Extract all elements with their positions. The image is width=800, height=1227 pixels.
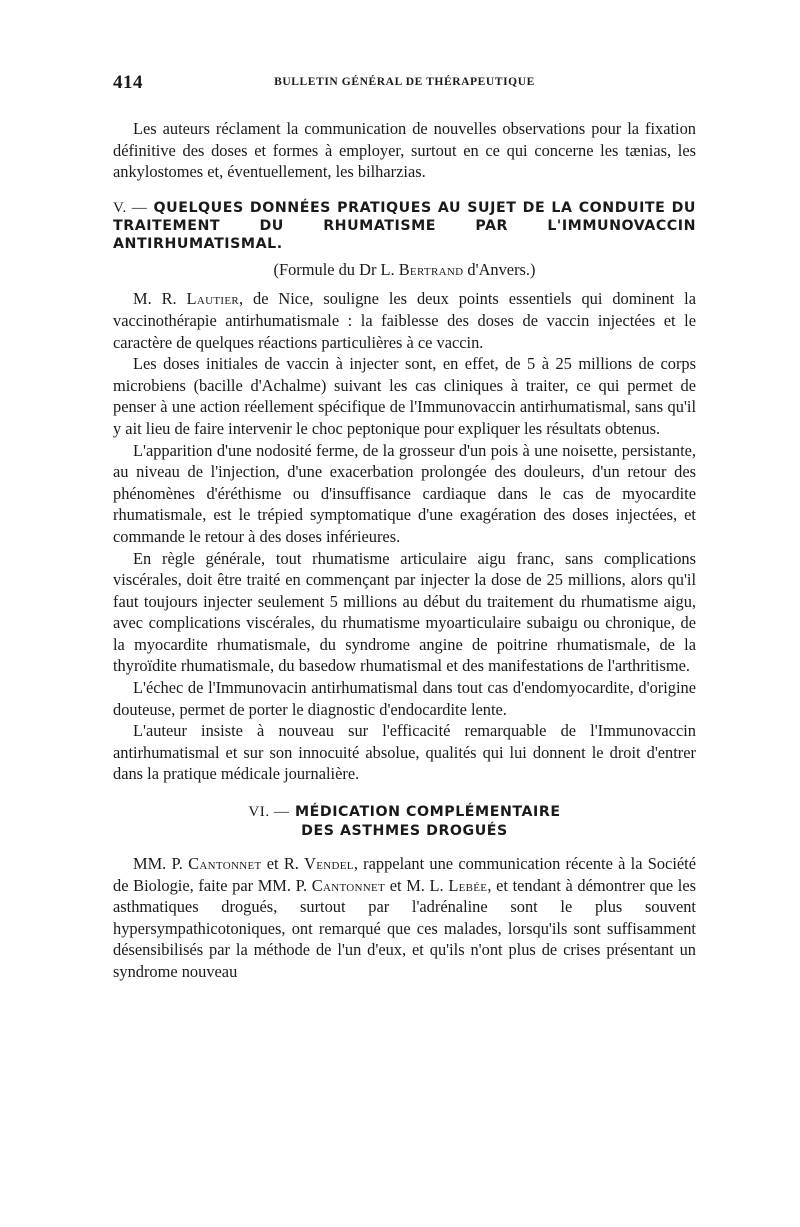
p1-d: et M. L. — [385, 875, 449, 895]
formula-suffix: d'Anvers.) — [463, 259, 536, 279]
formula-author: Bertrand — [398, 259, 464, 279]
section-v-formula — [113, 259, 696, 281]
p1-a: MM. P. — [133, 854, 189, 874]
p1-b: et R. — [261, 854, 305, 874]
document-page — [113, 70, 696, 983]
page-header — [113, 70, 696, 100]
page-number: 414 — [113, 72, 143, 93]
section-v-title: QUELQUES DONNÉES PRATIQUES AU SUJET DE LA CONDUITE DU TRAITEMENT DU RHUMATISME PAR L'IMMUNOVACCIN ANTIRHUMATISMAL. — [113, 199, 696, 252]
p1-prefix: M. R. — [133, 289, 187, 309]
p1-name-4: Lebée — [448, 875, 488, 895]
section-v-paragraph-3: L'apparition d'une nodosité ferme, de la grosseur d'un pois à une noisette, persistante, au niveau de l'injection, d'une exacerbation prolongée des douleurs, d'un retour des phénomènes d'éréthisme ou d'insuffisance cardiaque dans le cas de myocardite rhumatismale, est le trépied symptomatique d'une exagération des doses injectées, et commande le retour à des doses inférieures. — [113, 440, 696, 546]
section-vi-paragraph-1 — [113, 853, 696, 983]
section-vi-title-1: MÉDICATION COMPLÉMENTAIRE — [294, 804, 561, 821]
section-v-number: V. — — [113, 199, 148, 216]
section-v-paragraph-4: En règle générale, tout rhumatisme articulaire aigu franc, sans complications viscérales, doit être traité en commençant par injecter la dose de 25 millions, alors qu'il faut toujours injecter seulement 5 millions au début du traitement du rhumatisme aigu, avec complications viscérales, du rhumatisme myoarticulaire subaigu ou chronique, de la myocardite rhumatismale, du syndrome angine de poitrine rhumatismale, de la thyroïdite rhumatismale, du basedow rhumatismal et des manifestations de l'arthritisme. — [113, 548, 696, 676]
p1-c: , rappelant une communication récente à la Société de Biologie, faite par MM. P. — [113, 854, 696, 895]
p1-author: Lautier — [186, 289, 239, 309]
p1-name-3: Cantonnet — [311, 875, 386, 895]
section-vi-number: VI. — — [248, 804, 290, 821]
p1-name-1: Cantonnet — [188, 854, 262, 874]
section-vi-heading — [113, 803, 696, 841]
intro-paragraph: Les auteurs réclament la communication de nouvelles observations pour la fixation définitive des doses et formes à employer, surtout en ce qui concerne les tænias, les ankylostomes et, éventuellement, les bilharzias. — [113, 119, 696, 182]
section-v-paragraph-6: L'auteur insiste à nouveau sur l'efficacité remarquable de l'Immunovaccin antirhumatismal et sur son innocuité absolue, qualités qui lui donnent le droit d'entrer dans la pratique médicale journalière. — [113, 721, 696, 784]
section-v-paragraph-5: L'échec de l'Immunovacin antirhumatismal dans tout cas d'endomyocardite, d'origine douteuse, permet de porter le diagnostic d'endocardite lente. — [113, 678, 696, 719]
p1-rest: , de Nice, souligne les deux points essentiels qui dominent la vaccinothérapie antirhumatismale : la faiblesse des doses de vaccin injectées et le caractère de quelques réactions particulières à ce vaccin. — [113, 289, 696, 352]
section-v-heading — [113, 199, 696, 253]
section-v-paragraph-2: Les doses initiales de vaccin à injecter sont, en effet, de 5 à 25 millions de corps microbiens (bacille d'Achalme) suivant les cas cliniques à traiter, ce qui permet de penser à une action réellement spécifique de l'Immunovaccin antirhumatismal, sans qu'il y ait lieu de faire intervenir le choc peptonique pour expliquer les résultats obtenus. — [113, 354, 696, 438]
running-title: BULLETIN GÉNÉRAL DE THÉRAPEUTIQUE — [274, 76, 535, 88]
section-v-paragraph-1 — [113, 288, 696, 353]
section-vi-title-line-2: DES ASTHMES DROGUÉS — [301, 823, 508, 840]
section-vi-title-line-1 — [113, 803, 696, 822]
p1-e: , et tendant à démontrer que les asthmatiques drogués, surtout par l'adrénaline sont le plus souvent hypersympathicotoniques, ont remarqué que ces malades, lorsqu'ils sont suffisamment désensibilisés par la méthode de l'un d'eux, et qu'ils n'ont plus de crises présentant un syndrome nouveau — [113, 875, 696, 981]
p1-name-2: Vendel — [304, 854, 354, 874]
formula-prefix: (Formule du Dr L. — [273, 259, 399, 279]
